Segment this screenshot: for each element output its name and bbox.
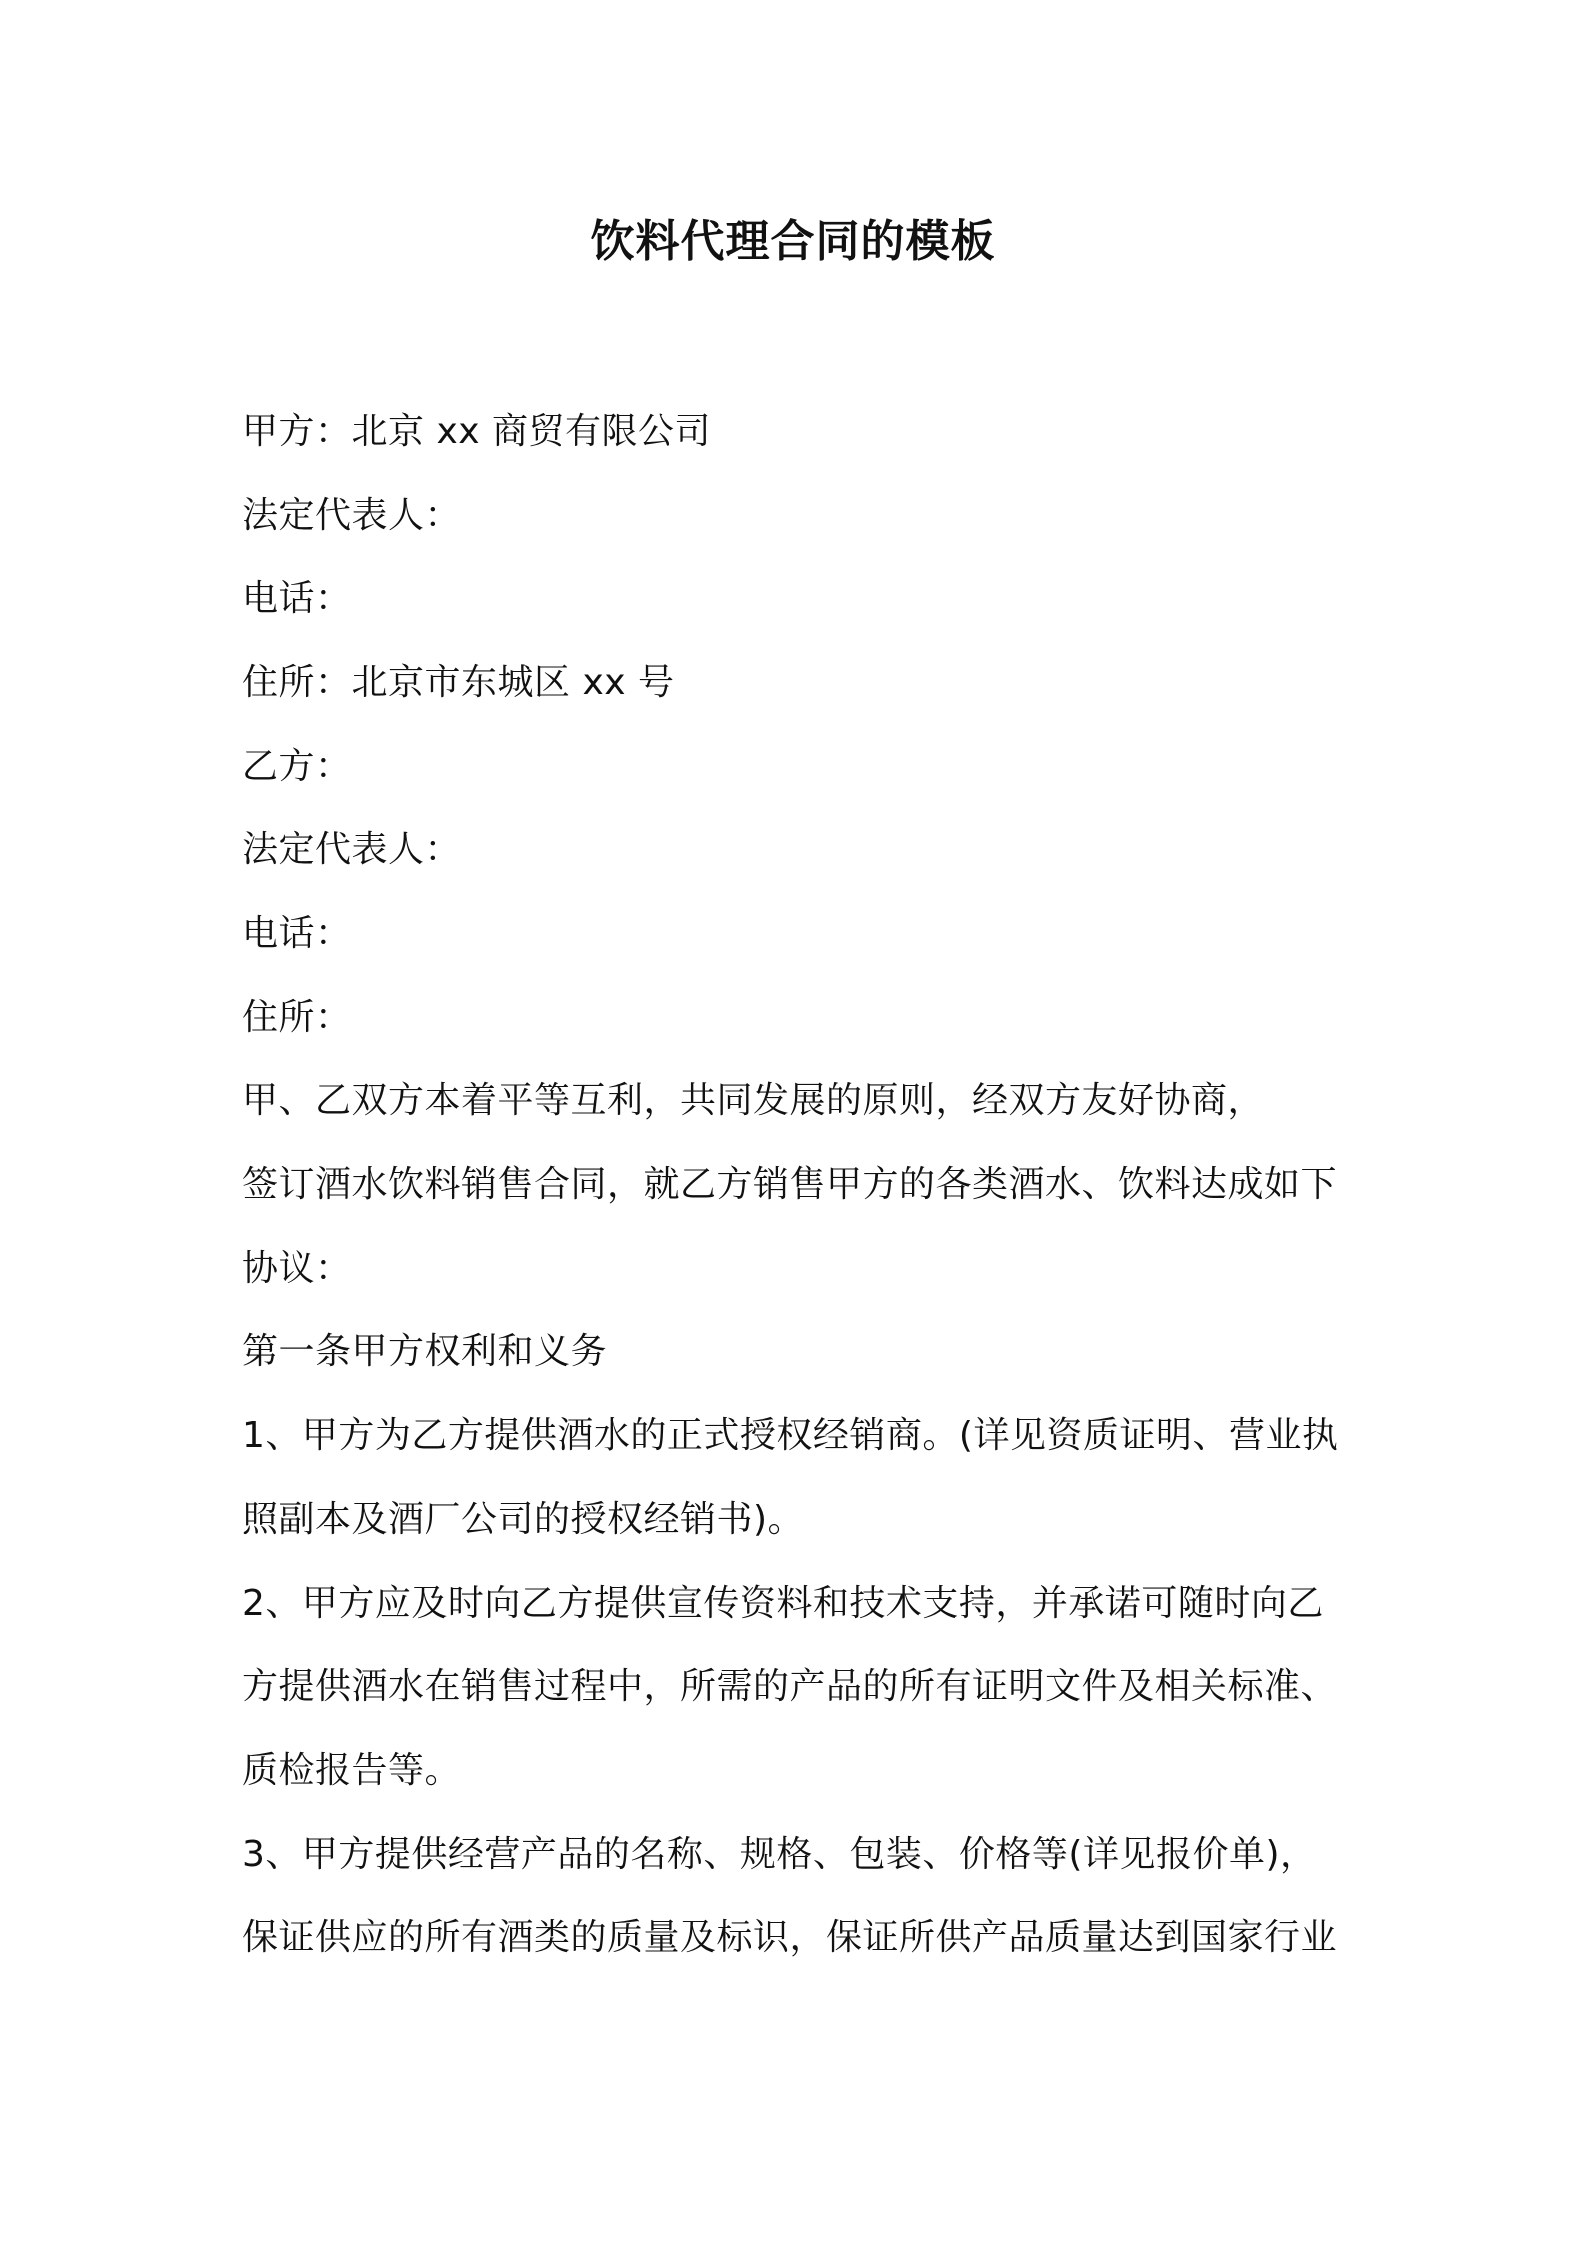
clause-3-line: 保证供应的所有酒类的质量及标识，保证所供产品质量达到国家行业	[242, 1917, 1338, 1958]
preamble-line: 甲、乙双方本着平等互利，共同发展的原则，经双方友好协商，	[242, 1080, 1265, 1121]
document-title: 饮料代理合同的模板	[590, 216, 996, 267]
clause-2-line: 方提供酒水在销售过程中，所需的产品的所有证明文件及相关标准、	[242, 1666, 1338, 1707]
clause-3-line: 3、甲方提供经营产品的名称、规格、包装、价格等(详见报价单)，	[242, 1834, 1317, 1875]
party-b-address-line: 住所：	[242, 997, 352, 1038]
clause-1-line: 照副本及酒厂公司的授权经销书)。	[242, 1499, 805, 1540]
party-b-legal-representative-line: 法定代表人：	[242, 829, 462, 870]
clause-2-line: 2、甲方应及时向乙方提供宣传资料和技术支持，并承诺可随时向乙	[242, 1583, 1324, 1624]
clause-2-line: 质检报告等。	[242, 1750, 462, 1791]
article-one-heading: 第一条甲方权利和义务	[242, 1331, 608, 1372]
party-a-phone-line: 电话：	[242, 578, 352, 619]
preamble-line: 协议：	[242, 1248, 352, 1289]
clause-1-line: 1、甲方为乙方提供酒水的正式授权经销商。(详见资质证明、营业执	[242, 1415, 1339, 1456]
party-a-legal-representative-line: 法定代表人：	[242, 495, 462, 536]
party-b-name-line: 乙方：	[242, 746, 352, 787]
party-b-phone-line: 电话：	[242, 913, 352, 954]
party-a-address-line: 住所：北京市东城区 xx 号	[242, 662, 675, 703]
preamble-line: 签订酒水饮料销售合同，就乙方销售甲方的各类酒水、饮料达成如下	[242, 1164, 1338, 1205]
party-a-name-line: 甲方：北京 xx 商贸有限公司	[242, 411, 711, 452]
